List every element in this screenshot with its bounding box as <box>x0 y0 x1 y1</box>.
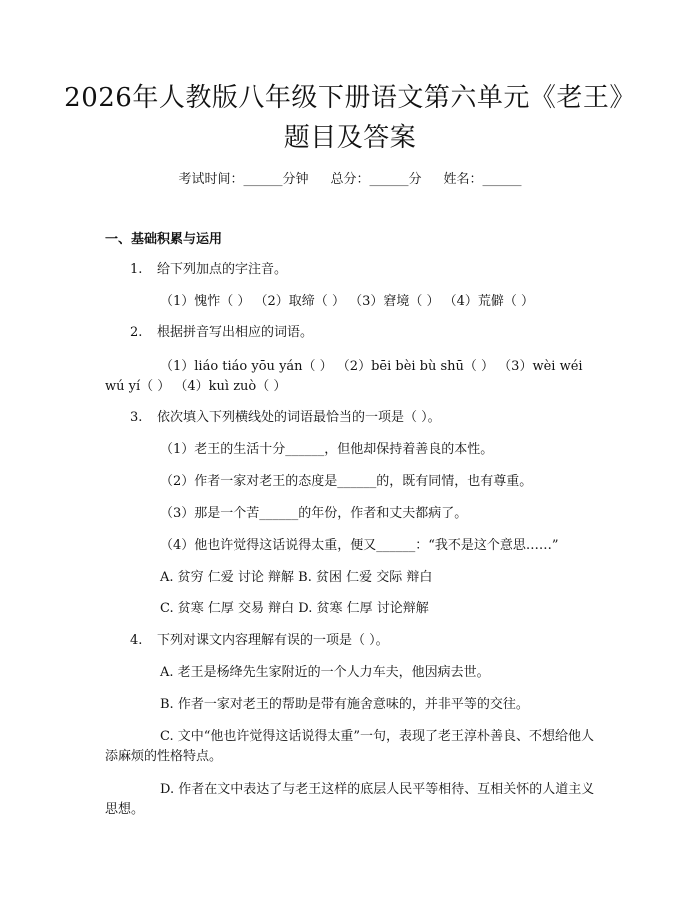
exam-time: 考试时间：______分钟 <box>178 172 309 187</box>
question-2-stem <box>130 323 313 343</box>
question-4-option-a: A. 老王是杨绛先生家附近的一个人力车夫，他因病去世。 <box>160 665 490 680</box>
question-text: 给下列加点的字注音。 <box>157 262 288 277</box>
question-4-option-d: D. 作者在文中表达了与老王这样的底层人民平等相待、互相关怀的人道主义思想。 <box>105 782 595 817</box>
question-3-line-2: （2）作者一家对老王的态度是______的，既有同情，也有尊重。 <box>160 474 533 489</box>
exam-info-line <box>0 168 700 187</box>
question-text: 下列对课文内容理解有误的一项是（ ）。 <box>157 633 389 648</box>
question-3-line-1: （1）老王的生活十分______，但他却保持着善良的本性。 <box>160 442 494 457</box>
question-3-option-cd: C. 贫寒 仁厚 交易 辩白 D. 贫寒 仁厚 讨论辩解 <box>160 601 429 616</box>
question-2-line-1: （1）liáo tiáo yōu yán（ ） （2）bēi bèi bù shū（ ） （3）wèi wéi wú yí（ ） （4）kuì zuò（ ） <box>105 359 583 394</box>
question-text: 根据拼音写出相应的词语。 <box>157 325 314 340</box>
document-title: 2026年人教版八年级下册语文第六单元《老王》题目及答案 <box>64 83 636 153</box>
section-heading: 一、基础积累与运用 <box>105 232 223 247</box>
question-3-stem <box>130 408 441 428</box>
question-text: 依次填入下列横线处的词语最恰当的一项是（ ）。 <box>157 410 441 425</box>
question-number: 3. <box>130 410 143 425</box>
question-3-line-4: （4）他也许觉得这话说得太重，便又______：“我不是这个意思……” <box>160 538 559 553</box>
question-number: 2. <box>130 325 143 340</box>
question-number: 4. <box>130 633 143 648</box>
question-number: 1. <box>130 262 143 277</box>
question-4-option-b: B. 作者一家对老王的帮助是带有施舍意味的，并非平等的交往。 <box>160 697 529 712</box>
question-3-option-ab: A. 贫穷 仁爱 讨论 辩解 B. 贫困 仁爱 交际 辩白 <box>160 570 433 585</box>
question-4-stem <box>130 631 389 651</box>
total-score: 总分：______分 <box>330 172 422 187</box>
question-3-line-3: （3）那是一个苦______的年份，作者和丈夫都病了。 <box>160 506 468 521</box>
question-1-line-1: （1）愧怍（ ） （2）取缔（ ） （3）窘境（ ） （4）荒僻（ ） <box>160 294 535 309</box>
question-4-option-c: C. 文中“他也许觉得这话说得太重”一句，表现了老王淳朴善良、不想给他人添麻烦的性格特点。 <box>105 729 595 764</box>
student-name: 姓名：______ <box>443 172 522 187</box>
question-1-stem <box>130 260 287 280</box>
